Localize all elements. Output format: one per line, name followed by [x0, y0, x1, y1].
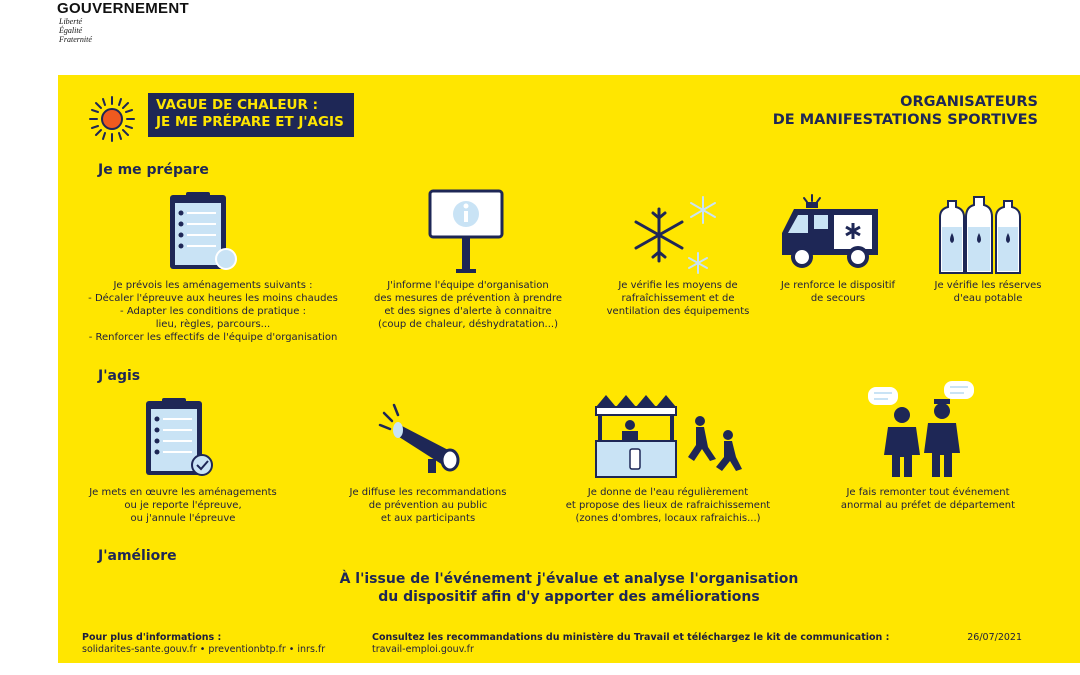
caption-give-water — [548, 486, 788, 525]
caption-line: anormal au préfet de département — [840, 500, 1016, 511]
water-stand-icon — [592, 391, 748, 481]
caption-line: lieu, règles, parcours... — [155, 319, 271, 330]
caption-broadcast — [328, 486, 528, 525]
section-act-title: J'agis — [98, 368, 141, 384]
government-title: GOUVERNEMENT — [57, 0, 189, 17]
section-improve-title: J'améliore — [98, 548, 177, 564]
caption-line: Je renforce le dispositif — [780, 280, 896, 291]
caption-line: (coup de chaleur, déshydratation...) — [378, 319, 558, 330]
caption-line: - Adapter les conditions de pratique : — [120, 306, 306, 317]
footer-date: 26/07/2021 — [967, 632, 1022, 643]
ambulance-icon — [778, 193, 882, 271]
caption-line: - Décaler l'épreuve aux heures les moins chaudes — [88, 293, 338, 304]
footer-info — [82, 632, 325, 656]
caption-line: rafraîchissement et de — [621, 293, 735, 304]
caption-line: de prévention au public — [368, 500, 488, 511]
caption-inform-team — [348, 279, 588, 331]
caption-line: d'eau potable — [953, 293, 1023, 304]
caption-line: et des signes d'alerte à connaitre — [384, 306, 552, 317]
clipboard-icon — [166, 191, 242, 273]
caption-prepare-layout — [78, 279, 348, 344]
caption-line: Je fais remonter tout événement — [846, 487, 1010, 498]
motto-fraternite: Fraternité — [59, 35, 92, 44]
caption-line: des mesures de prévention à prendre — [373, 293, 562, 304]
megaphone-icon — [376, 401, 468, 477]
conclusion-line-1: À l'issue de l'événement j'évalue et analyse l'organisation — [339, 571, 799, 587]
caption-line: et aux participants — [380, 513, 476, 524]
caption-line: de secours — [810, 293, 866, 304]
caption-report — [818, 486, 1038, 512]
audience-line-2: DE MANIFESTATIONS SPORTIVES — [772, 112, 1038, 128]
caption-line: ventilation des équipements — [606, 306, 750, 317]
caption-line: Je vérifie les réserves — [934, 280, 1042, 291]
caption-line: Je diffuse les recommandations — [349, 487, 507, 498]
motto-egalite: Égalité — [59, 26, 83, 35]
caption-line: Je prévois les aménagements suivants : — [113, 280, 313, 291]
caption-cooling — [578, 279, 778, 318]
checked-clipboard-icon — [142, 397, 218, 479]
section-prepare-title: Je me prépare — [98, 162, 209, 178]
government-logo — [57, 0, 189, 44]
caption-line: Je mets en œuvre les aménagements — [89, 487, 277, 498]
footer-kit — [372, 632, 889, 656]
caption-line: Je vérifie les moyens de — [618, 280, 738, 291]
caption-line: (zones d'ombres, locaux rafraichis...) — [575, 513, 761, 524]
banner-line-2: JE ME PRÉPARE ET J'AGIS — [156, 114, 344, 130]
water-bottles-icon — [934, 193, 1026, 277]
caption-line: ou je reporte l'épreuve, — [124, 500, 242, 511]
sun-icon — [88, 95, 136, 143]
caption-line: - Renforcer les effectifs de l'équipe d'organisation — [88, 332, 338, 343]
caption-line: et propose des lieux de rafraichissement — [565, 500, 771, 511]
info-sign-icon — [428, 189, 504, 275]
caption-line: J'informe l'équipe d'organisation — [387, 280, 549, 291]
audience-line-1: ORGANISATEURS — [900, 94, 1038, 110]
footer-kit-title: Consultez les recommandations du ministère du Travail et téléchargez le kit de communication : — [372, 632, 890, 643]
footer-kit-link[interactable]: travail-emploi.gouv.fr — [372, 644, 474, 655]
audience-title — [773, 93, 1038, 129]
motto — [59, 17, 189, 44]
heatwave-banner — [148, 93, 354, 137]
motto-liberte: Liberté — [59, 17, 83, 26]
caption-water-reserves — [908, 279, 1068, 305]
caption-implement — [68, 486, 298, 525]
caption-line: Je donne de l'eau régulièrement — [587, 487, 749, 498]
footer-info-title: Pour plus d'informations : — [82, 632, 222, 643]
conclusion-line-2: du dispositif afin d'y apporter des améliorations — [378, 589, 760, 605]
footer-info-links[interactable]: solidarites-sante.gouv.fr • preventionbtp.fr • inrs.fr — [82, 644, 326, 655]
snowflake-icon — [631, 195, 721, 275]
banner-line-1: VAGUE DE CHALEUR : — [156, 97, 319, 113]
conclusion-text — [58, 570, 1080, 606]
report-to-prefect-icon — [866, 381, 976, 479]
heatwave-poster — [58, 75, 1080, 663]
caption-line: ou j'annule l'épreuve — [130, 513, 236, 524]
caption-rescue — [758, 279, 918, 305]
